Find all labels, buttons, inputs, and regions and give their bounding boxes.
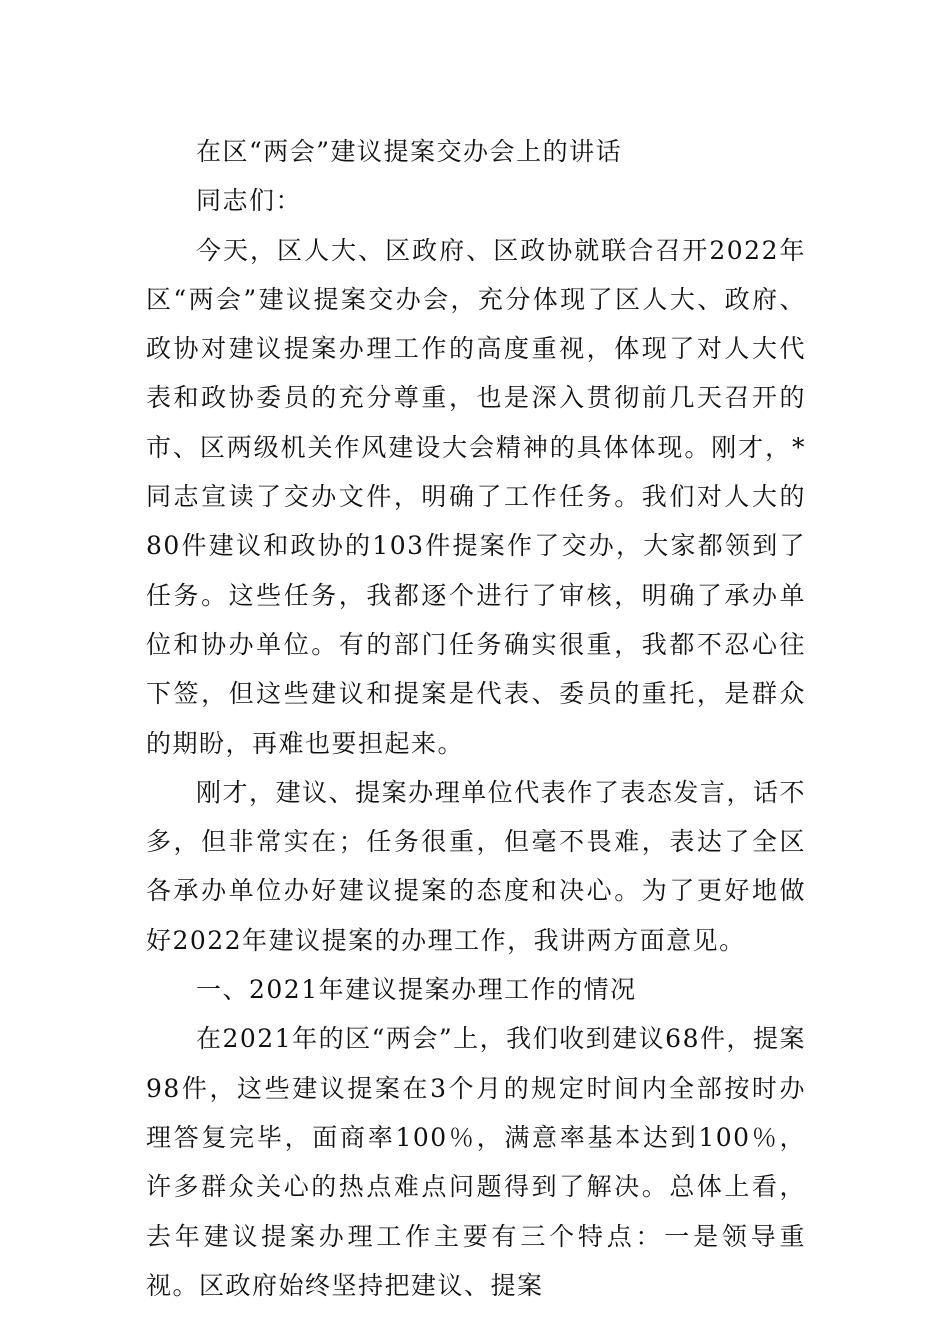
- section-paragraph: 在2021年的区“两会”上，我们收到建议68件，提案98件，这些建议提案在3个月的规定时间内全部按时办理答复完毕，面商率100％，满意率基本达到100％，许多群众关心的热点难点问题得到了解决。总体上看，去年建议提案办理工作主要有三个特点：一是领导重视。区政府始终坚持把建议、提案: [146, 1024, 806, 1300]
- salutation: 同志们：: [196, 186, 303, 216]
- paragraph-1: 今天，区人大、区政府、区政协就联合召开2022年区“两会”建议提案交办会，充分体现了区人大、政府、政协对建议提案办理工作的高度重视，体现了对人大代表和政协委员的充分尊重，也是深入贯彻前几天召开的市、区两级机关作风建设大会精神的具体体现。刚才，*同志宣读了交办文件，明确了工作任务。我们对人大的80件建议和政协的103件提案作了交办，大家都领到了任务。这些任务，我都逐个进行了审核，明确了承办单位和协办单位。有的部门任务确实很重，我都不忍心往下签，但这些建议和提案是代表、委员的重托，是群众的期盼，再难也要担起来。: [146, 235, 806, 758]
- document-title: 在区“两会”建议提案交办会上的讲话: [196, 137, 623, 166]
- document-body: [146, 127, 806, 1310]
- section-heading: 一、2021年建议提案办理工作的情况: [196, 975, 637, 1005]
- paragraph-2: 刚才，建议、提案办理单位代表作了表态发言，话不多，但非常实在；任务很重，但毫不畏难，表达了全区各承办单位办好建议提案的态度和决心。为了更好地做好2022年建议提案的办理工作，我讲两方面意见。: [146, 777, 806, 955]
